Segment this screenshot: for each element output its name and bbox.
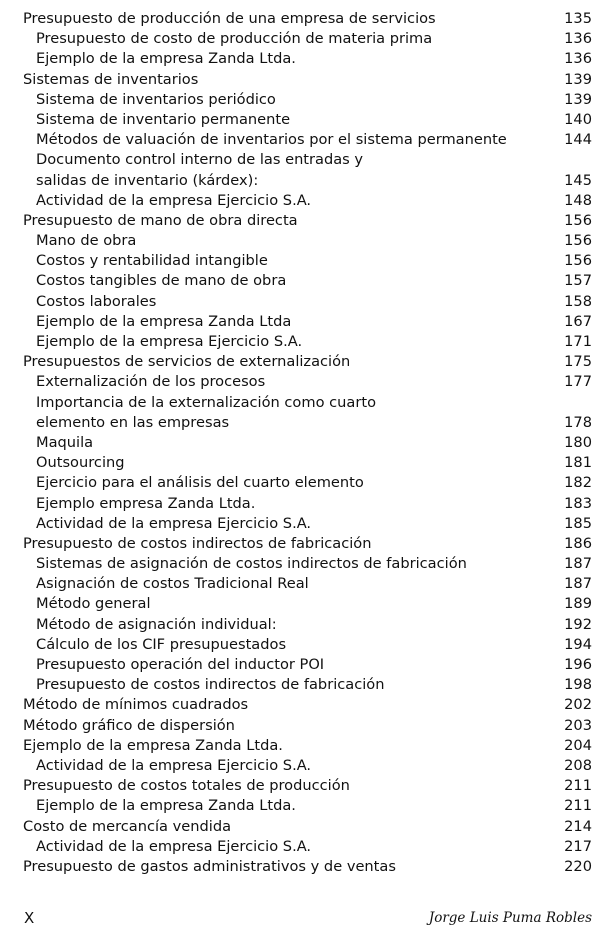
toc-section <box>0 817 600 837</box>
toc-entry-title: Actividad de la empresa Ejercicio S.A. <box>36 514 312 532</box>
toc-entry-page: 135 <box>564 10 592 27</box>
toc-entry-title: Ejemplo empresa Zanda Ltda. <box>36 494 256 512</box>
toc-entry-page: 211 <box>564 777 592 795</box>
toc-entry-title: Costos tangibles de mano de obra <box>36 272 287 290</box>
toc-entry-title: Ejercicio para el análisis del cuarto elemento <box>36 474 364 492</box>
toc-entry-title: elemento en las empresas <box>36 413 230 431</box>
toc-subsection <box>0 49 600 69</box>
toc-entry-title: Sistemas de asignación de costos indirectos de fabricación <box>36 555 467 573</box>
toc-entry-page: 217 <box>564 837 592 855</box>
toc-subsection <box>0 756 600 776</box>
toc-entry-page: 144 <box>564 131 592 149</box>
toc-entry-title: Ejemplo de la empresa Ejercicio S.A. <box>36 333 303 350</box>
toc-subsection <box>0 574 600 594</box>
toc-entry-page: 198 <box>564 676 592 694</box>
toc-entry-page: 220 <box>564 857 592 875</box>
toc-entry-page: 208 <box>564 756 592 774</box>
toc-entry-page: 171 <box>564 333 592 350</box>
toc-entry-title: Costos laborales <box>36 292 157 310</box>
toc-subsection <box>0 231 600 251</box>
toc-entry-title: Maquila <box>36 433 94 451</box>
toc-subsection <box>0 615 600 635</box>
author-name: Jorge Luis Puma Robles <box>428 910 592 926</box>
toc-subsection <box>0 554 600 574</box>
page-number: X <box>24 909 35 927</box>
toc-entry-page: 196 <box>564 656 592 673</box>
toc-entry-page: 175 <box>564 353 592 371</box>
toc-entry-page: 157 <box>564 272 592 290</box>
toc-subsection <box>0 271 600 291</box>
toc-entry-title: Costo de mercancía vendida <box>23 817 232 835</box>
toc-subsection <box>0 413 600 433</box>
toc-subsection <box>0 473 600 493</box>
toc-entry-page: 156 <box>564 211 592 229</box>
toc-entry-title: Asignación de costos Tradicional Real <box>36 575 309 593</box>
toc-entry-title: Método general <box>36 595 151 613</box>
toc-entry-title: Ejemplo de la empresa Zanda Ltda. <box>36 797 296 815</box>
toc-entry-title: Sistema de inventario permanente <box>36 110 291 128</box>
toc-section <box>0 534 600 554</box>
toc-subsection <box>0 130 600 150</box>
toc-subsection <box>0 312 600 332</box>
toc-section <box>0 70 600 90</box>
toc-entry-title: Presupuesto de costos totales de producción <box>23 777 350 795</box>
toc-entry-page: 185 <box>564 514 592 532</box>
toc-section <box>0 352 600 372</box>
toc-section <box>0 9 600 29</box>
toc-entry-title: Actividad de la empresa Ejercicio S.A. <box>36 837 312 855</box>
toc-subsection <box>0 494 600 514</box>
toc-entry-title: Documento control interno de las entradas y <box>36 151 364 169</box>
toc-entry-title: Presupuestos de servicios de externalización <box>23 353 351 371</box>
toc-subsection <box>0 514 600 534</box>
toc-subsection <box>0 453 600 473</box>
toc-entry-page: 202 <box>564 696 592 714</box>
toc-subsection <box>0 292 600 312</box>
toc-subsection <box>0 796 600 816</box>
toc-entry-page: 158 <box>564 292 592 310</box>
toc-entry-page: 167 <box>564 312 592 330</box>
toc-entry-page: 148 <box>564 191 592 209</box>
toc-section <box>0 716 600 736</box>
toc-entry-page: 136 <box>564 50 592 68</box>
toc-entry-title: Sistema de inventarios periódico <box>36 90 276 108</box>
toc-entry-page: 194 <box>564 635 592 653</box>
toc-subsection <box>0 251 600 271</box>
toc-entry-page: 183 <box>564 494 592 512</box>
toc-subsection <box>0 837 600 857</box>
toc-entry-title: Actividad de la empresa Ejercicio S.A. <box>36 191 312 209</box>
toc-entry-title: Ejemplo de la empresa Zanda Ltda <box>36 312 292 330</box>
toc-entry-page: 187 <box>564 555 592 573</box>
toc-entry-title: Actividad de la empresa Ejercicio S.A. <box>36 756 312 774</box>
toc-entry-page: 189 <box>564 595 592 613</box>
toc-entry-title: Método gráfico de dispersión <box>23 716 235 734</box>
toc-entry-page: 139 <box>564 90 592 108</box>
toc-entry-title: Presupuesto operación del inductor POI <box>36 656 325 673</box>
toc-entry-page: 204 <box>564 736 592 754</box>
toc-entry-page: 156 <box>564 252 592 270</box>
toc-subsection <box>0 594 600 614</box>
toc-entry-page: 192 <box>564 615 592 633</box>
toc-subsection <box>0 655 600 675</box>
toc-subsection <box>0 191 600 211</box>
toc-entry-page: 178 <box>564 413 592 431</box>
toc-entry-page: 187 <box>564 575 592 593</box>
toc-entry-title: Importancia de la externalización como cuarto <box>36 393 377 411</box>
toc-entry-title: Métodos de valuación de inventarios por el sistema permanente <box>36 131 507 149</box>
toc-subsection <box>0 433 600 453</box>
toc-subsection <box>0 675 600 695</box>
toc-entry-page: 139 <box>564 70 592 88</box>
toc-entry-page: 186 <box>564 534 592 552</box>
toc-section <box>0 857 600 877</box>
toc-entry-page: 181 <box>564 454 592 472</box>
toc-entry-page: 156 <box>564 232 592 250</box>
toc-entry-page: 214 <box>564 817 592 835</box>
table-of-contents <box>0 9 600 877</box>
toc-entry-title: Método de mínimos cuadrados <box>23 696 249 714</box>
toc-entry-title: Presupuesto de costos indirectos de fabricación <box>23 534 372 552</box>
toc-entry-title: Presupuesto de mano de obra directa <box>23 211 298 229</box>
toc-entry-page: 136 <box>564 30 592 48</box>
toc-entry-title: Presupuesto de producción de una empresa de servicios <box>23 10 436 27</box>
toc-entry-title: Sistemas de inventarios <box>23 70 199 88</box>
toc-subsection <box>0 90 600 110</box>
toc-entry-title: Outsourcing <box>36 454 125 472</box>
toc-subsection <box>0 150 600 170</box>
toc-entry-title: Método de asignación individual: <box>36 615 277 633</box>
toc-entry-title: Costos y rentabilidad intangible <box>36 252 268 270</box>
toc-subsection <box>0 171 600 191</box>
toc-entry-title: Presupuesto de costo de producción de materia prima <box>36 30 433 48</box>
toc-subsection <box>0 393 600 413</box>
toc-section <box>0 211 600 231</box>
toc-entry-page: 211 <box>564 797 592 815</box>
toc-entry-title: salidas de inventario (kárdex): <box>36 171 259 189</box>
toc-subsection <box>0 332 600 352</box>
toc-entry-page: 145 <box>564 171 592 189</box>
toc-subsection <box>0 372 600 392</box>
toc-entry-title: Cálculo de los CIF presupuestados <box>36 635 287 653</box>
toc-entry-title: Presupuesto de gastos administrativos y de ventas <box>23 857 396 875</box>
toc-subsection <box>0 110 600 130</box>
toc-section <box>0 695 600 715</box>
toc-entry-title: Presupuesto de costos indirectos de fabricación <box>36 676 385 694</box>
toc-section <box>0 736 600 756</box>
toc-entry-page: 140 <box>564 110 592 128</box>
toc-entry-page: 182 <box>564 474 592 492</box>
toc-entry-page: 203 <box>564 716 592 734</box>
toc-subsection <box>0 29 600 49</box>
toc-entry-title: Externalización de los procesos <box>36 373 266 391</box>
toc-entry-title: Ejemplo de la empresa Zanda Ltda. <box>36 50 296 68</box>
toc-entry-title: Ejemplo de la empresa Zanda Ltda. <box>23 736 283 754</box>
toc-entry-title: Mano de obra <box>36 232 137 250</box>
toc-entry-page: 177 <box>564 373 592 391</box>
toc-entry-page: 180 <box>564 433 592 451</box>
toc-section <box>0 776 600 796</box>
toc-subsection <box>0 635 600 655</box>
